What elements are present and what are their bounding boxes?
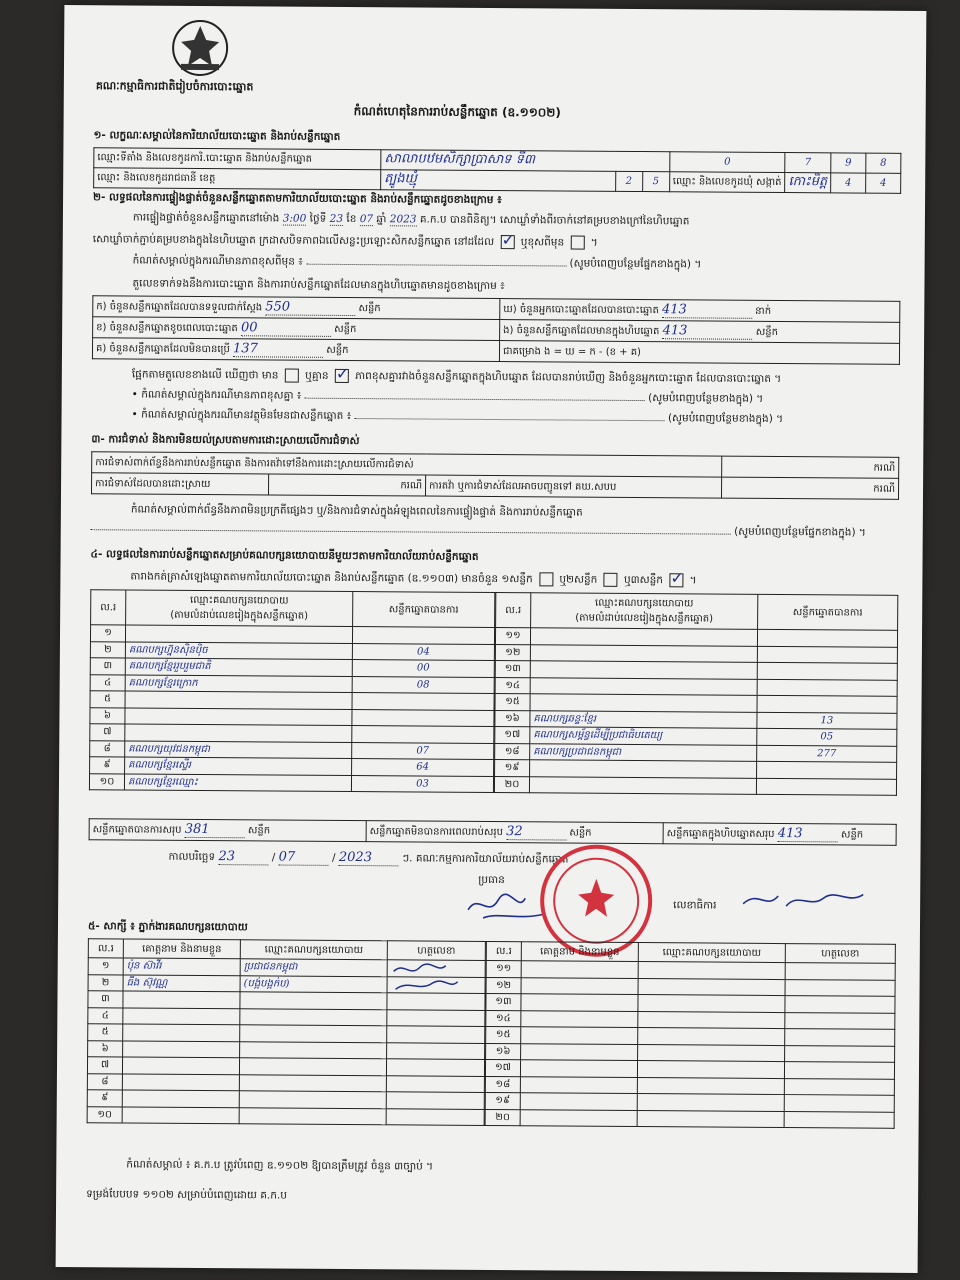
figure-gho (500, 299, 900, 323)
figure-ngo-label: ង) ចំនួនសន្លឹកឆ្នោតដែលមានក្នុងហិបឆ្នោត (503, 325, 660, 338)
cell-no: ១ (88, 958, 123, 975)
cell-no: ៤ (90, 674, 125, 691)
cell-party: គណបក្សប្រជាជនកម្ពុជា (530, 743, 757, 761)
cell-no: ៥ (90, 691, 125, 708)
cell-party (637, 1094, 784, 1112)
commune-name: កោះមិត្ត (785, 173, 831, 193)
section3-heading: ៣- ការជំទាស់ និងការមិនយល់ស្របតាមការដោះស្រាយលើការជំទាស់ (91, 433, 360, 448)
same-checkbox[interactable] (500, 235, 514, 249)
witness-col-party: ឈ្មោះគណបក្សនយោបាយ (240, 940, 387, 960)
irregularity-hint: (សូមបំពេញបន្ថែមផ្នែកខាងក្នុង) ។ (734, 525, 866, 539)
verify-time: 3:00 (282, 212, 307, 225)
ballot-figures-table (92, 295, 900, 365)
total-invalid-value: 32 (506, 824, 566, 840)
cell-no: ៨ (90, 740, 125, 757)
cell-votes: 277 (757, 745, 897, 762)
bullet1-hint: (សូមបំពេញបន្ថែមខាងក្នុង) ។ (648, 392, 764, 405)
diff-note-hint: (សូមបំពេញបន្ថែមផ្នែកខាងក្នុង) ។ (569, 257, 702, 271)
witness-col-sign: ហត្ថលេខា (785, 944, 895, 964)
cell-sign (784, 1111, 894, 1128)
cell-name (521, 1043, 638, 1060)
cell-name (122, 1073, 239, 1090)
stamp-emblem (544, 848, 649, 953)
witness-col-no: ល.រ (88, 939, 123, 958)
cell-name (122, 1090, 239, 1107)
witness-col-sign: ហត្ថលេខា (387, 941, 485, 961)
verify-text-e: គ.ក.ប បានពិនិត្យ។ សោឃ្លាំទាំងពីរចាក់នៅគម្របខាងក្រៅនៃហិបឆ្នោត (419, 213, 690, 228)
total-box-label: សន្លឹកឆ្នោតក្នុងហិបឆ្នោតសរុប (666, 828, 775, 840)
figure-gho-value: 413 (662, 302, 752, 319)
cell-party (638, 978, 785, 996)
tally-sheet-line (130, 569, 696, 589)
station-code-3: 9 (831, 153, 866, 173)
cell-no: ១០ (89, 773, 124, 790)
form-title: កំណត់ហេតុនៃការរាប់សន្លឹកឆ្នោត (ឧ.១១០២) (353, 104, 561, 120)
cell-no: ៤ (88, 1007, 123, 1024)
cell-sign (785, 996, 895, 1013)
ballot-count-form (56, 5, 927, 1273)
province-code-1: 2 (615, 171, 642, 191)
cell-no: ១៥ (495, 694, 530, 711)
total-box-cell (663, 823, 896, 846)
commune-label: ឈ្មោះ និងលេខកូដឃុំ សង្កាត់ (669, 172, 785, 193)
cell-party (530, 694, 757, 712)
cell-votes (352, 627, 494, 644)
witness-col-name: គោត្តនាម និងនាមខ្លួន (521, 942, 638, 962)
cell-party: គណបក្សខ្មែរស្ទើរ (125, 757, 352, 775)
diff-text-a: ផ្អែកតាមតួលេខខាងលើ ឃើញថា មាន (131, 368, 279, 382)
objection-case-1: ករណី (722, 456, 899, 478)
cell-party (638, 1044, 785, 1062)
figure-kha-label: ខ) ចំនួនសន្លឹកឆ្នោតខូចពេលបោះឆ្នោត (96, 322, 238, 335)
verify-text-a: ការផ្ទៀងផ្ទាត់ចំនួនសន្លឹកឆ្នោតនៅម៉ោង (132, 211, 280, 225)
changed-checkbox[interactable] (570, 236, 584, 250)
cell-name (521, 977, 638, 994)
cell-sign (785, 1045, 895, 1062)
votes-col-party-b: (តាមលំដាប់លេខរៀងក្នុងសន្លឹកឆ្នោត) (575, 612, 714, 625)
verify-text-g: ឬខុសពីមុន (520, 236, 565, 249)
province-label: ឈ្មោះ និងលេខកូដរាជធានី ខេត្ត (94, 168, 381, 190)
cell-name (521, 961, 638, 978)
cell-votes (352, 726, 494, 743)
objection-table (91, 451, 899, 500)
station-code-2: 7 (785, 153, 831, 173)
verify-line-2: សោឃ្លាំចាក់ភ្ជាប់គម្របខាងក្នុងនៃហិបឆ្នោត ក្រដាសបិទភាពឯលើសន្លះប្រឡោះសិកសន្លឹកឆ្នោត នៅដដែល ✓ ឬខុសពីមុន ។ (93, 232, 598, 252)
bullet1-blank[interactable] (305, 398, 645, 401)
verify-year: 2023 (389, 213, 417, 226)
one-sheet-checkbox[interactable] (539, 572, 553, 586)
cell-party (529, 776, 756, 794)
cell-no: ១៣ (495, 661, 530, 678)
cell-sign (784, 1095, 894, 1112)
cell-no: ១៦ (486, 1043, 521, 1060)
cell-party: (បង្ក់បង្កក់ប) (240, 975, 387, 993)
date-month: 07 (279, 850, 329, 866)
cell-name (123, 1040, 240, 1057)
cell-party (239, 1107, 386, 1125)
tally-text-end: ។ (689, 574, 697, 587)
cell-sign (386, 1075, 484, 1092)
cell-party (530, 661, 757, 679)
cell-sign (785, 1029, 895, 1046)
cell-votes: 08 (352, 676, 494, 693)
formula: ជាគម្រោង ង = ឃ = ក - (ខ + គ) (499, 341, 899, 365)
verify-text-b: ថ្ងៃទី (309, 212, 327, 225)
cell-votes: 07 (352, 742, 494, 759)
cell-no: ១៤ (486, 1010, 521, 1027)
cell-sign (386, 1092, 484, 1109)
diff-note-line (133, 254, 702, 273)
cell-sign (387, 1009, 485, 1026)
cell-party: គណបក្សខ្មែររួបរួមជាតិ (125, 658, 352, 676)
figures-intro: តួលេខទាក់ទងនឹងការបោះឆ្នោត និងការរាប់សន្លឹកឆ្នោតដែលមានក្នុងហិបឆ្នោតមានដូចខាងក្រោម ៖ (132, 277, 505, 293)
figure-kha-value: 00 (241, 320, 331, 337)
cell-name (123, 1024, 240, 1041)
cell-sign (785, 963, 895, 980)
cell-no: ២ (90, 641, 125, 658)
figure-gho-label: ឃ) ចំនួនអ្នកបោះឆ្នោតដែលបានបោះឆ្នោត (503, 304, 659, 317)
cell-votes (757, 679, 897, 696)
cell-no: ៧ (87, 1057, 122, 1074)
cell-name (521, 994, 638, 1011)
cell-party (125, 707, 352, 725)
irregularity-note: កំណត់សម្គាល់ពាក់ព័ន្ធនឹងភាពមិនប្រក្រតីផ្សេងៗ ឬ/និងការជំទាស់ក្នុងអំឡុងពេលនៃការផ្ទៀងផ្ទាត់ និងការរាប់សន្លឹកឆ្នោត (130, 503, 583, 519)
cell-votes (757, 629, 897, 646)
objection-row-1: ការជំទាស់ពាក់ព័ន្ធនឹងការរាប់សន្លឹកឆ្នោត និងការតវ៉ាទៅនឹងការដោះស្រាយលើការជំទាស់ (92, 452, 722, 477)
cell-no: ១៨ (495, 743, 530, 760)
figure-ka-unit: សន្លឹក (358, 303, 381, 315)
verify-day: 23 (329, 212, 344, 225)
cell-votes: 13 (757, 712, 897, 729)
cell-votes: 04 (352, 643, 494, 660)
irregularity-blank[interactable] (91, 529, 731, 534)
irregularity-blank-line (91, 521, 866, 541)
table-row (494, 776, 896, 795)
cell-party: ប្រជាជនកម្ពុជា (240, 959, 387, 977)
verify-line-1 (133, 211, 690, 230)
station-label: ឈ្មោះទីតាំង និងលេខកូដការិ.បោះឆ្នោត និងរាប់សន្លឹកឆ្នោត (94, 148, 381, 170)
station-name: សាលាបឋមសិក្សាប្រាសាទ ទី៣ (381, 150, 670, 172)
bullet2-label: • កំណត់សម្គាល់ក្នុងករណីមានវត្ថុមិនមែនជាសន្លឹកឆ្នោត ៖ (131, 408, 352, 423)
cell-party (125, 691, 352, 709)
verify-text-c: ខែ (346, 212, 357, 226)
cell-party (240, 992, 387, 1010)
bullet2-hint: (សូមបំពេញបន្ថែមខាងក្នុង) ។ (667, 412, 784, 426)
diff-bullet-1 (132, 388, 764, 407)
cell-party (637, 1110, 784, 1128)
diff-bullet-2 (131, 408, 783, 428)
votes-col-valid: សន្លឹកឆ្នោតបានការ (353, 592, 495, 628)
cell-name (122, 1057, 239, 1074)
station-code-4: 8 (866, 153, 901, 173)
cell-party (530, 628, 757, 646)
votes-col-no: ល.រ (91, 590, 126, 625)
commune-code-2: 4 (866, 173, 901, 193)
cell-name (520, 1093, 637, 1110)
cell-no: ៦ (90, 707, 125, 724)
cell-party (240, 1041, 387, 1059)
votes-col-party-b: (តាមលំដាប់លេខរៀងក្នុងសន្លឹកឆ្នោត) (170, 609, 309, 622)
figure-ngo (500, 320, 900, 344)
witness-col-no: ល.រ (486, 941, 521, 960)
two-sheet-checkbox[interactable] (604, 573, 618, 587)
cell-votes: 64 (352, 759, 494, 776)
witness-col-party: ឈ្មោះគណបក្សនយោបាយ (638, 943, 785, 963)
cell-no: ១៨ (485, 1076, 520, 1093)
polling-station-table (93, 147, 901, 194)
committee-label: ៗ. គណៈកម្មការការិយាល័យរាប់សន្លឹកឆ្នោត (402, 852, 569, 866)
cell-sign (387, 1026, 485, 1043)
cell-no: ១៧ (495, 727, 530, 744)
cell-sign (785, 979, 895, 996)
cell-no: ១១ (495, 628, 530, 645)
cell-no: ៣ (88, 991, 123, 1008)
cell-name (521, 1027, 638, 1044)
cell-sign (386, 1059, 484, 1076)
cell-name (520, 1109, 637, 1126)
cell-name (520, 1076, 637, 1093)
secretary-signature (738, 884, 868, 915)
resolved-case: ករណី (269, 474, 426, 496)
province-name: ត្បូងឃ្មុំ (381, 170, 616, 192)
date-day: 23 (218, 849, 268, 865)
official-stamp (540, 844, 653, 957)
table-row (485, 1109, 894, 1128)
cell-party (239, 1091, 386, 1109)
cell-party (638, 962, 785, 980)
total-valid-label: សន្លឹកឆ្នោតបានការសរុប (92, 824, 182, 836)
forwarded-label: ការតវ៉ា ឬការជំទាស់ដែលអាចបញ្ជូនទៅ គឃ.សបប (425, 475, 721, 498)
bullet1-label: • កំណត់សម្គាល់ក្នុងករណីមានភាពខុសគ្នា ៖ (131, 388, 302, 402)
figure-ko-label: គ) ចំនួនសន្លឹកឆ្នោតដែលមិនបានប្រើ (95, 343, 230, 356)
cell-party (240, 1025, 387, 1043)
cell-votes (757, 761, 897, 778)
table-row (87, 1106, 484, 1125)
org-name: គណៈកម្មាធិការជាតិរៀបចំការបោះឆ្នោត (95, 79, 254, 94)
figure-ko-unit: សន្លឹក (326, 344, 349, 356)
figure-ko (92, 338, 499, 362)
cell-name: ប៉ុន ស៊ាវីរ (123, 958, 240, 975)
section1-heading: ១- លក្ខណៈសម្គាល់នៃការិយាល័យបោះឆ្នោត និងរាប់សន្លឹកឆ្នោត (93, 129, 341, 143)
cell-party: គណបក្សខ្មែរក្រោក (125, 674, 352, 692)
cell-sign (785, 1012, 895, 1029)
cell-name (520, 1060, 637, 1077)
cell-party: គណបក្សសម្ព័ន្ធដើម្បីប្រជាធិបតេយ្យ (530, 727, 757, 745)
cell-sign (387, 1042, 485, 1059)
province-code-2: 5 (642, 172, 669, 192)
cell-no: ១ (90, 625, 125, 642)
cell-party: គណបក្សហ្វ៊ុនស៊ិនប៉ិច (125, 641, 352, 659)
cell-name (123, 991, 240, 1008)
cell-no: ៩ (90, 757, 125, 774)
table-row (89, 773, 493, 792)
figure-kha-unit: សន្លឹក (334, 323, 357, 336)
total-valid-value: 381 (185, 822, 245, 838)
cell-votes (757, 662, 897, 679)
total-invalid-cell (366, 821, 663, 844)
cell-no: ១៦ (495, 710, 530, 727)
figure-ka (93, 296, 500, 320)
total-box-value: 413 (778, 826, 838, 842)
cell-no: ១២ (495, 644, 530, 661)
cell-name (123, 1007, 240, 1024)
date-label: កាលបរិច្ឆេទ (168, 850, 216, 864)
total-valid-unit: សន្លឹក (247, 825, 271, 837)
cell-no: ២ (88, 974, 123, 991)
cell-no: ១០ (87, 1106, 122, 1123)
no-diff-checkbox[interactable] (335, 369, 349, 383)
total-invalid-unit: សន្លឹក (569, 827, 592, 839)
resolved-label: ការជំទាស់ដែលបានដោះស្រាយ (92, 473, 269, 495)
three-sheet-checkbox[interactable] (669, 573, 683, 587)
figure-ka-value: 550 (265, 299, 355, 316)
diff-line (132, 367, 782, 388)
emblem-logo (169, 18, 231, 78)
cell-votes: 00 (352, 660, 494, 677)
tally-text-c: ឬ៣សន្លឹក (623, 573, 664, 587)
form-footer: ទម្រង់បែបបទ ១១០២ សម្រាប់បំពេញដោយ គ.ក.ប (86, 1188, 288, 1202)
cell-party: គណបក្សឆន្ទៈខ្មែរ (530, 710, 757, 728)
date-line: កាលបរិច្ឆេទ 23 / 07 / 2023 ៗ. គណៈកម្មការការិយាល័យរាប់សន្លឹកឆ្នោត (168, 849, 569, 866)
section4-heading: ៤- លទ្ធផលនៃការរាប់សន្លឹកឆ្នោតសម្រាប់គណបក្សនយោបាយនីមួយៗតាមការិយាល័យរាប់សន្លឹកឆ្នោត (90, 548, 479, 563)
cell-sign (386, 1108, 484, 1125)
total-valid-cell (89, 819, 366, 842)
total-invalid-label: សន្លឹកឆ្នោតមិនបានការពេលរាប់សរុប (369, 826, 503, 839)
figure-ngo-unit: សន្លឹក (755, 326, 779, 338)
verify-month: 07 (359, 213, 374, 226)
cell-votes (757, 646, 897, 663)
cell-party (125, 625, 352, 643)
votes-col-no: ល.រ (496, 593, 531, 628)
cell-no: ១៩ (485, 1092, 520, 1109)
verify-text-d: ឆ្នាំ (376, 213, 387, 226)
tally-text-b: ឬ២សន្លឹក (559, 573, 598, 586)
cell-party (638, 1011, 785, 1029)
cell-party (125, 724, 352, 742)
cell-name: ធីង ស៊ុវណ្ណ (123, 974, 240, 991)
commune-code-1: 4 (831, 173, 866, 193)
forwarded-case: ករណី (721, 477, 898, 499)
station-code-1: 0 (669, 152, 785, 173)
witness-table-right (485, 941, 896, 1129)
cell-sign (784, 1062, 894, 1079)
cell-votes (757, 695, 897, 712)
figure-ko-value: 137 (233, 341, 323, 358)
secretary-label: លេខាធិការ (673, 899, 717, 912)
cell-no: ៩ (87, 1090, 122, 1107)
total-box-unit: សន្លឹក (840, 829, 864, 841)
votes-table-left (89, 589, 495, 793)
cell-no: ១១ (486, 960, 521, 977)
cell-party (239, 1058, 386, 1076)
figure-ngo-value: 413 (663, 323, 753, 340)
diff-note-blank[interactable] (306, 264, 566, 267)
cell-no: ២០ (494, 776, 529, 793)
cell-sign (784, 1078, 894, 1095)
votes-col-party (531, 593, 758, 630)
votes-col-party (126, 590, 353, 627)
has-diff-checkbox[interactable] (285, 369, 299, 383)
date-year: 2023 (339, 850, 399, 866)
cell-no: ១៩ (495, 760, 530, 777)
votes-table-right (494, 592, 898, 796)
cell-party (239, 1074, 386, 1092)
votes-col-party-a: ឈ្មោះគណបក្សនយោបាយ (594, 597, 694, 610)
diff-text-b: ឬគ្មាន (305, 369, 329, 382)
witness-col-name: គោត្តនាម និងនាមខ្លួន (123, 939, 240, 959)
figure-gho-unit: នាក់ (755, 305, 772, 317)
cell-no: ៦ (88, 1040, 123, 1057)
cell-party (637, 1061, 784, 1079)
cell-no: ១៥ (486, 1026, 521, 1043)
cell-party: គណបក្សយុវជនកម្ពុជា (125, 740, 352, 758)
cell-no: ៧ (90, 724, 125, 741)
cell-votes (756, 778, 896, 795)
cell-party (530, 644, 757, 662)
cell-votes (352, 709, 494, 726)
figure-ka-label: ក) ចំនួនសន្លឹកឆ្នោតដែលបានទទួលជាក់ស្តែង (96, 301, 263, 314)
cell-no: ៥ (88, 1024, 123, 1041)
chair-label: ប្រធាន (478, 873, 505, 887)
cell-no: ១៤ (495, 677, 530, 694)
cell-party (638, 995, 785, 1013)
cell-party (638, 1028, 785, 1046)
diff-text-c: ភាពខុសគ្នារវាងចំនួនសន្លឹកឆ្នោតក្នុងហិបឆ្នោត ដែលបានរាប់ឃើញ និងចំនួនអ្នកបោះឆ្នោត ដែលបានបោះឆ្នោត ។ (355, 370, 782, 386)
cell-votes: 03 (351, 775, 493, 792)
figure-kha (93, 317, 500, 341)
cell-party (530, 677, 757, 695)
verify-text-f: សោឃ្លាំចាក់ភ្ជាប់គម្របខាងក្នុងនៃហិបឆ្នោត ក្រដាសបិទភាពឯលើសន្លះប្រឡោះសិកសន្លឹកឆ្នោត នៅដដែល (92, 233, 495, 249)
copies-note: កំណត់សម្គាល់ ៖ គ.ក.ប ត្រូវបំពេញ ឧ.១១០២ ឱ្យបានត្រឹមត្រូវ ចំនួន ៣ច្បាប់ ។ (126, 1158, 434, 1173)
cell-no: ៨ (87, 1073, 122, 1090)
cell-party (240, 1008, 387, 1026)
votes-col-party-a: ឈ្មោះគណបក្សនយោបាយ (190, 594, 289, 607)
cell-no: ១២ (486, 977, 521, 994)
votes-col-valid: សន្លឹកឆ្នោតបានការ (758, 594, 898, 630)
cell-party: គណបក្សខ្មែរឈ្មោះ (124, 773, 351, 791)
diff-note-label: កំណត់សម្គាល់ក្នុងករណីមានភាពខុសពីមុន ៖ (132, 254, 303, 268)
cell-no: ១៧ (485, 1059, 520, 1076)
cell-no: ៣ (90, 658, 125, 675)
cell-party (530, 760, 757, 778)
cell-no: ២០ (485, 1109, 520, 1126)
cell-party (637, 1077, 784, 1095)
bullet2-blank[interactable] (355, 418, 665, 421)
section5-heading: ៥- សាក្សី ៖ ភ្នាក់ងារគណបក្សនយោបាយ (87, 920, 248, 934)
section2-heading: ២- លទ្ធផលនៃការផ្ទៀងផ្ទាត់ចំនួនសន្លឹកឆ្នោតតាមការិយាល័យបោះឆ្នោត និងរាប់សន្លឹកឆ្នោតដូចខាងក្រោម ៖ (93, 191, 502, 207)
witness-signatures (388, 959, 468, 996)
cell-votes: 05 (757, 728, 897, 745)
cell-no: ១៣ (486, 993, 521, 1010)
tally-text-a: តារាងកត់ត្រាសំឡេងឆ្នោតតាមការិយាល័យបោះឆ្នោត និងរាប់សន្លឹកឆ្នោត (ឧ.១១០៣) មានចំនួន ១សន្លឹក (130, 570, 533, 586)
cell-name (122, 1106, 239, 1123)
cell-votes (352, 693, 494, 710)
cell-name (521, 1010, 638, 1027)
votes-totals (89, 818, 897, 846)
